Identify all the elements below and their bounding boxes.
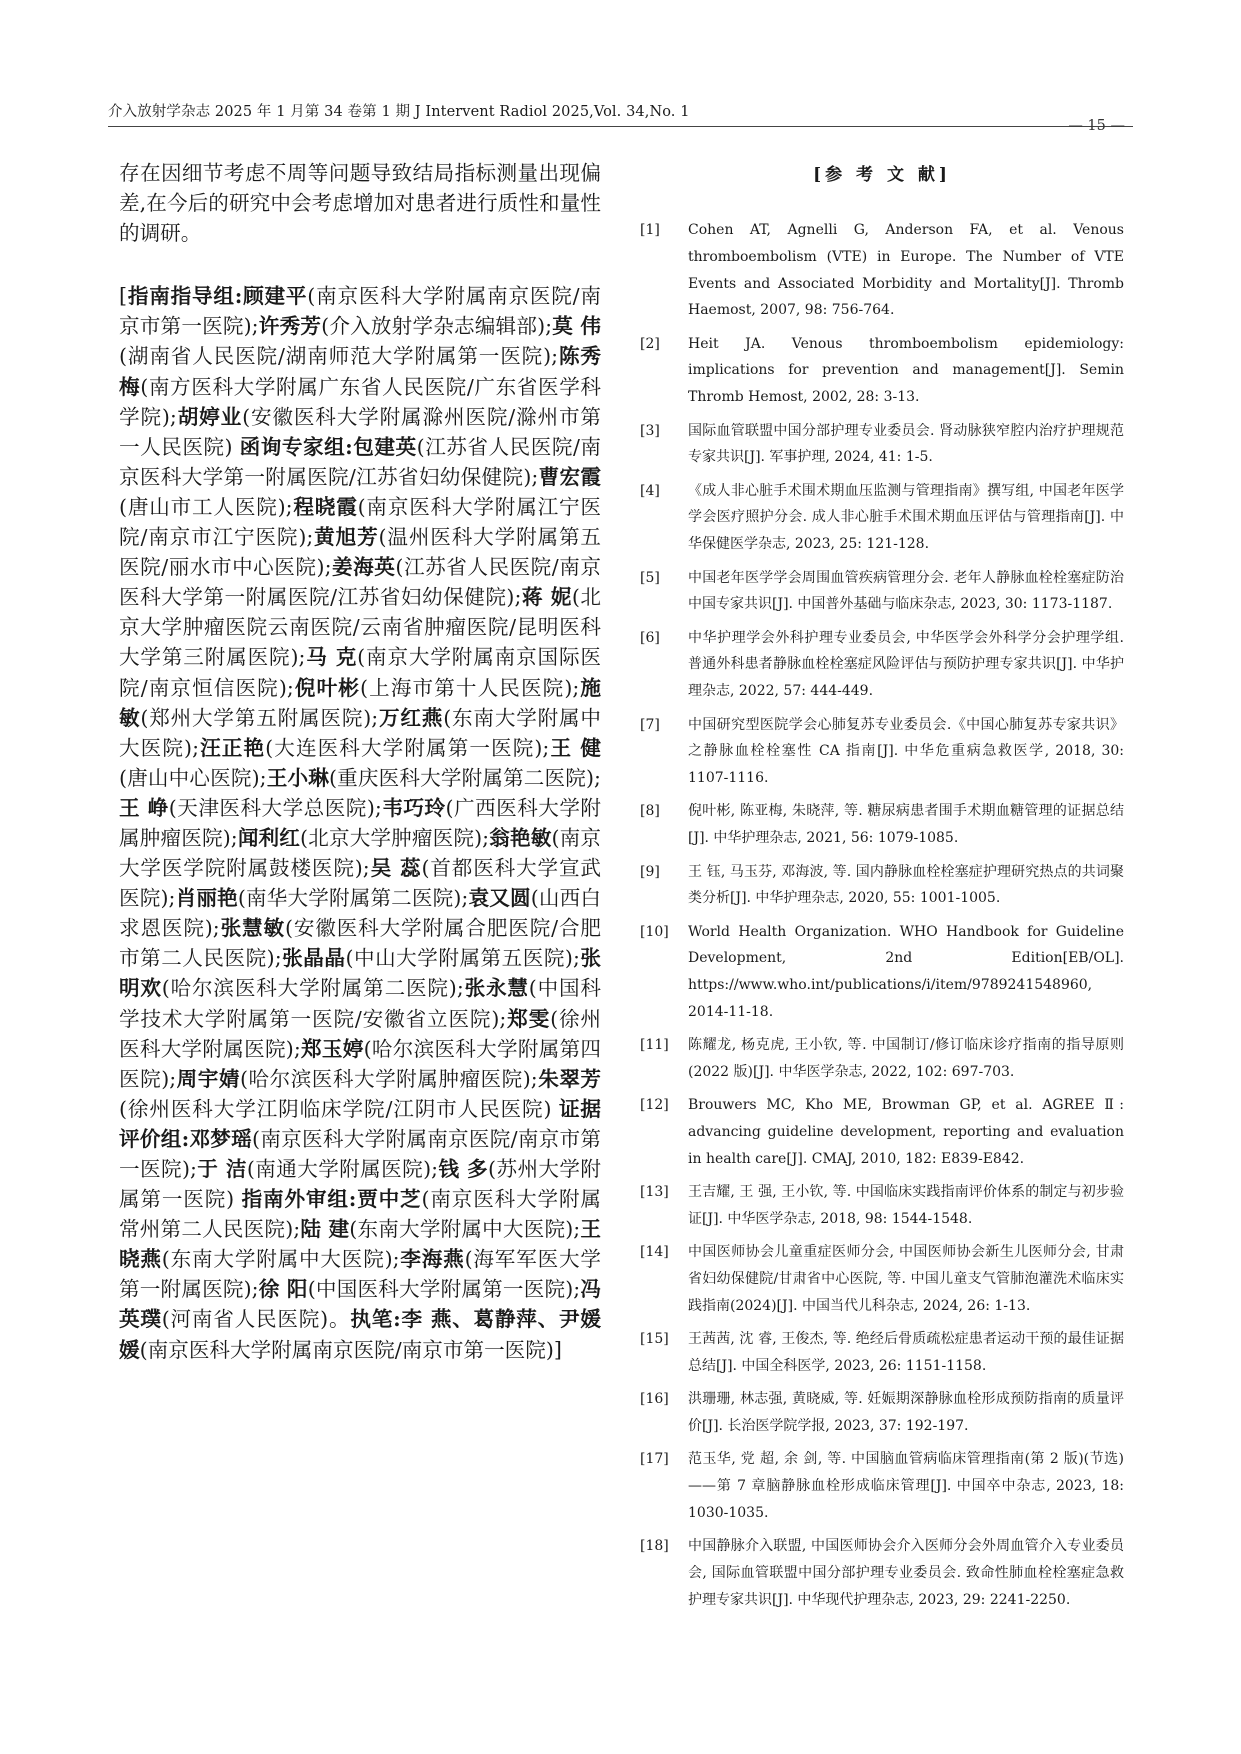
reference-number: [9] <box>640 863 660 880</box>
reference-item <box>640 1533 1124 1613</box>
contributor-name: 函询专家组: <box>239 434 353 459</box>
contributor-name: 张明欢 <box>119 946 602 1001</box>
affiliation-text: (苏州大学附属第一医院) <box>119 1157 601 1212</box>
contributor-name: 王 峥 <box>119 795 169 820</box>
reference-text: 中国老年医学学会周围血管疾病管理分会. 老年人静脉血栓栓塞症防治中国专家共识[J]. 中国普外基础与临床杂志, 2023, 30: 1173-1187. <box>688 569 1124 613</box>
affiliation-text: (上海市第十人民医院); <box>360 675 580 700</box>
affiliation-text: (南华大学附属第二医院); <box>237 886 469 911</box>
affiliation-text: (海军军医大学第一附属医院); <box>119 1247 601 1302</box>
reference-text: 倪叶彬, 陈亚梅, 朱晓萍, 等. 糖尿病患者围手术期血糖管理的证据总结[J]. 中华护理杂志, 2021, 56: 1079-1085. <box>688 803 1124 847</box>
affiliation-text: (哈尔滨医科大学附属第二医院); <box>161 976 464 1001</box>
contributor-name: 周宇婧 <box>176 1066 240 1091</box>
contributor-name: 贾中芝 <box>356 1187 422 1212</box>
reference-text: 王茜茜, 沈 睿, 王俊杰, 等. 绝经后骨质疏松症患者运动干预的最佳证据总结[J]. 中国全科医学, 2023, 26: 1151-1158. <box>688 1331 1124 1375</box>
affiliation-text: (温州医科大学附属第五医院/丽水市中心医院); <box>119 525 601 580</box>
affiliation-text: (南通大学附属医院); <box>246 1157 439 1181</box>
references-section <box>640 160 1124 1620</box>
contributor-name: 执笔: <box>350 1307 401 1332</box>
reference-text: World Health Organization. WHO Handbook for Guideline Development, 2nd Edition[EB/OL]. https://www.who.int/publications/i/item/9789241548960, 2014-11-18. <box>688 923 1124 1021</box>
contributor-name: 证据评价组: <box>119 1096 601 1151</box>
contributor-name: 张慧敏 <box>219 916 285 941</box>
journal-citation: 介入放射学杂志 2025 年 1 月第 34 卷第 1 期 J Intervent Radiol 2025,Vol. 34,No. 1 <box>108 104 690 120</box>
contributor-name: 翁艳敏 <box>489 825 552 850</box>
contributor-name: 指南指导组: <box>127 284 243 309</box>
reference-item <box>640 1179 1124 1233</box>
contributor-name: 钱 多 <box>438 1157 489 1181</box>
affiliation-text: (中山大学附属第五医院); <box>345 946 580 971</box>
reference-item <box>640 1326 1124 1380</box>
contributor-name: 李海燕 <box>399 1247 465 1272</box>
affiliation-text: (天津医科大学总医院); <box>168 795 382 820</box>
contributor-name: 李 燕、葛静萍、尹媛媛 <box>119 1307 602 1362</box>
contributor-name: 张晶晶 <box>281 946 346 971</box>
contributor-name: 张永慧 <box>463 976 529 1001</box>
affiliation-text: (徐州医科大学江阴临床学院/江阴市人民医院) <box>119 1096 559 1121</box>
reference-text: Brouwers MC, Kho ME, Browman GP, et al. AGREE Ⅱ: advancing guideline development, reporting and evaluation in health care[J]. CMAJ, 2010, 182: E839-E842. <box>688 1097 1124 1167</box>
reference-text: 王吉耀, 王 强, 王小钦, 等. 中国临床实践指南评价体系的制定与初步验证[J]. 中华医学杂志, 2018, 98: 1544-1548. <box>688 1184 1124 1228</box>
reference-item <box>640 1446 1124 1526</box>
reference-text: 中国医师协会儿童重症医师分会, 中国医师协会新生儿医师分会, 甘肃省妇幼保健院/甘肃省中心医院, 等. 中国儿童支气管肺泡灌洗术临床实践指南(2024)[J]. 中国当代儿科杂志, 2024, 26: 1-13. <box>688 1244 1124 1314</box>
reference-item <box>640 1386 1124 1440</box>
reference-item <box>640 859 1124 913</box>
reference-number: [13] <box>640 1184 669 1201</box>
reference-item <box>640 1239 1124 1319</box>
affiliation-text: (唐山市工人医院); <box>119 494 293 519</box>
contributor-name: 闻利红 <box>237 825 301 850</box>
affiliation-text: (南方医科大学附属广东省人民医院/广东省医学科学院); <box>119 374 601 429</box>
affiliation-text: [ <box>119 284 128 309</box>
contributor-name: 肖丽艳 <box>175 886 238 911</box>
reference-number: [8] <box>640 803 660 820</box>
contributor-name: 于 洁 <box>196 1157 247 1181</box>
contributors-paragraph <box>119 281 601 1364</box>
affiliation-text: (哈尔滨医科大学附属肿瘤医院); <box>239 1066 538 1091</box>
affiliation-text: (江苏省人民医院/南京医科大学第一附属医院/江苏省妇幼保健院); <box>119 555 601 610</box>
affiliation-text: (南京医科大学附属常州第二人民医院); <box>119 1187 601 1242</box>
affiliation-text: (安徽医科大学附属合肥医院/合肥市第二人民医院); <box>119 916 601 971</box>
reference-item <box>640 217 1124 324</box>
reference-number: [18] <box>640 1538 669 1555</box>
reference-number: [16] <box>640 1391 669 1408</box>
intro-paragraph: 存在因细节考虑不周等问题导致结局指标测量出现偏差,在今后的研究中会考虑增加对患者进行质性和量性的调研。 <box>119 161 601 246</box>
reference-number: [5] <box>640 569 660 586</box>
affiliation-text: (哈尔滨医科大学附属第四医院); <box>119 1036 601 1091</box>
contributor-name: 郑雯 <box>506 1006 551 1031</box>
affiliation-text: (北京大学肿瘤医院); <box>300 825 490 850</box>
reference-text: 洪珊珊, 林志强, 黄晓威, 等. 妊娠期深静脉血栓形成预防指南的质量评价[J]. 长治医学院学报, 2023, 37: 192-197. <box>688 1391 1124 1435</box>
affiliation-text: (湖南省人民医院/湖南师范大学附属第一医院); <box>119 344 559 369</box>
contributor-name: 朱翠芳 <box>537 1066 602 1091</box>
contributor-name: 徐 阳 <box>258 1277 308 1302</box>
contributor-name: 袁又圆 <box>468 886 531 911</box>
reference-number: [14] <box>640 1244 669 1261</box>
reference-number: [2] <box>640 335 660 352</box>
affiliation-text: (南京医科大学附属江宁医院/南京市江宁医院); <box>119 494 601 550</box>
reference-list <box>640 217 1124 1614</box>
contributor-name: 王小琳 <box>266 765 329 790</box>
reference-item <box>640 919 1124 1026</box>
contributor-name: 曹宏霞 <box>538 464 601 489</box>
contributor-name: 指南外审组: <box>241 1187 357 1212</box>
affiliation-text: (中国科学技术大学附属第一医院/安徽省立医院); <box>119 976 601 1031</box>
affiliation-text: (广西医科大学附属肿瘤医院); <box>119 795 602 850</box>
contributor-name: 吴 蕊 <box>369 856 422 881</box>
affiliation-text: (南京医科大学附属南京医院/南京市第一医院); <box>119 284 601 339</box>
reference-number: [4] <box>640 482 660 499</box>
contributor-name: 许秀芳 <box>258 314 322 339</box>
reference-text: 国际血管联盟中国分部护理专业委员会. 肾动脉狭窄腔内治疗护理规范专家共识[J]. 军事护理, 2024, 41: 1-5. <box>688 422 1124 466</box>
affiliation-text: (徐州医科大学附属医院); <box>119 1006 602 1061</box>
reference-text: 中国静脉介入联盟, 中国医师协会介入医师分会外周血管介入专业委员会, 国际血管联盟中国分部护理专业委员会. 致命性肺血栓栓塞症急救护理专家共识[J]. 中华现代护理杂志, 2023, 29: 2241-2250. <box>688 1538 1124 1608</box>
contributor-name: 王晓燕 <box>119 1217 602 1272</box>
contributor-name: 莫 伟 <box>552 314 601 339</box>
contributor-name: 陆 建 <box>300 1217 350 1242</box>
reference-text: Heit JA. Venous thromboembolism epidemiology: implications for prevention and management[J]. Semin Thromb Hemost, 2002, 28: 3-13. <box>688 335 1124 406</box>
running-header <box>108 104 1133 134</box>
affiliation-text: (南京医科大学附属南京医院/南京市第一医院)] <box>139 1337 562 1362</box>
affiliation-text: (南京医科大学附属南京医院/南京市第一医院); <box>119 1126 601 1181</box>
reference-item <box>640 331 1124 411</box>
reference-item <box>640 478 1124 558</box>
reference-item <box>640 1092 1124 1172</box>
affiliation-text: (大连医科大学附属第一医院); <box>265 735 550 760</box>
contributor-name: 蒋 妮 <box>521 585 572 610</box>
contributor-name: 包建英 <box>352 434 417 459</box>
reference-text: 陈耀龙, 杨克虎, 王小钦, 等. 中国制订/修订临床诊疗指南的指导原则(2022 版)[J]. 中华医学杂志, 2022, 102: 697-703. <box>688 1037 1124 1081</box>
contributor-name: 姜海英 <box>331 555 396 580</box>
contributor-name: 倪叶彬 <box>293 675 360 700</box>
affiliation-text: (安徽医科大学附属滁州医院/滁州市第一人民医院) <box>119 404 601 459</box>
contributor-name: 顾建平 <box>242 284 308 309</box>
reference-number: [11] <box>640 1037 669 1054</box>
affiliation-text: (南京大学医学院附属鼓楼医院); <box>119 825 602 881</box>
affiliation-text: (郑州大学第五附属医院); <box>140 705 379 730</box>
reference-number: [3] <box>640 422 660 439</box>
contributor-name: 程晓霞 <box>292 494 358 519</box>
affiliation-text: (东南大学附属中大医院); <box>349 1217 581 1242</box>
page-number: — 15 — <box>1068 118 1125 134</box>
contributor-name: 马 克 <box>305 645 358 670</box>
reference-item <box>640 798 1124 852</box>
affiliation-text: (南京大学附属南京国际医院/南京恒信医院); <box>119 645 601 700</box>
left-column <box>119 158 601 1365</box>
reference-text: 范玉华, 党 超, 余 剑, 等. 中国脑血管病临床管理指南(第 2 版)(节选)——第 7 章脑静脉血栓形成临床管理[J]. 中国卒中杂志, 2023, 18: 1030-1035. <box>688 1451 1124 1522</box>
contributor-name: 万红燕 <box>378 705 444 730</box>
affiliation-text: (北京大学肿瘤医院云南医院/云南省肿瘤医院/昆明医科大学第三附属医院); <box>119 585 601 670</box>
affiliation-text: (山西白求恩医院); <box>119 886 602 941</box>
reference-text: 中国研究型医院学会心肺复苏专业委员会.《中国心肺复苏专家共识》之静脉血栓栓塞性 CA 指南[J]. 中华危重病急救医学, 2018, 30: 1107-1116. <box>688 716 1124 787</box>
contributor-name: 王 健 <box>549 735 602 760</box>
affiliation-text: (江苏省人民医院/南京医科大学第一附属医院/江苏省妇幼保健院); <box>119 434 601 489</box>
contributor-name: 郑玉婷 <box>300 1036 364 1061</box>
affiliation-text: (首都医科大学宣武医院); <box>119 856 601 911</box>
affiliation-text: (唐山中心医院); <box>119 765 267 790</box>
reference-text: Cohen AT, Agnelli G, Anderson FA, et al. Venous thromboembolism (VTE) in Europe. The Number of VTE Events and Associated Morbidity and Mortality[J]. Thromb Haemost, 2007, 98: 756-764. <box>688 222 1124 319</box>
reference-number: [7] <box>640 716 660 733</box>
reference-number: [6] <box>640 629 660 646</box>
contributor-name: 冯英璞 <box>119 1277 601 1332</box>
affiliation-text: (东南大学附属中大医院); <box>161 1247 400 1272</box>
contributor-name: 邓梦瑶 <box>189 1126 253 1151</box>
contributor-name: 韦巧玲 <box>381 795 446 820</box>
reference-number: [15] <box>640 1331 669 1348</box>
reference-item <box>640 712 1124 792</box>
reference-item <box>640 418 1124 472</box>
contributor-name: 陈秀梅 <box>119 344 601 399</box>
references-heading: [参 考 文 献] <box>813 165 951 185</box>
reference-number: [12] <box>640 1097 669 1114</box>
reference-number: [17] <box>640 1451 669 1468</box>
contributor-name: 胡婷业 <box>176 404 243 429</box>
reference-text: 王 钰, 马玉芬, 邓海波, 等. 国内静脉血栓栓塞症护理研究热点的共词聚类分析[J]. 中华护理杂志, 2020, 55: 1001-1005. <box>688 863 1124 907</box>
affiliation-text: (河南省人民医院)。 <box>161 1307 351 1332</box>
reference-item <box>640 565 1124 619</box>
affiliation-text: (介入放射学杂志编辑部); <box>321 314 553 339</box>
affiliation-text: (东南大学附属中大医院); <box>119 705 601 760</box>
reference-text: 《成人非心脏手术围术期血压监测与管理指南》撰写组, 中国老年医学学会医疗照护分会. 成人非心脏手术围术期血压评估与管理指南[J]. 中华保健医学杂志, 2023, 25: 121-128. <box>688 482 1124 553</box>
reference-item <box>640 625 1124 705</box>
affiliation-text: (重庆医科大学附属第二医院); <box>328 765 601 790</box>
reference-number: [10] <box>640 923 669 940</box>
contributor-name: 黄旭芳 <box>313 525 379 550</box>
reference-item <box>640 1032 1124 1086</box>
contributor-name: 汪正艳 <box>199 735 266 760</box>
reference-number: [1] <box>640 222 660 238</box>
reference-text: 中华护理学会外科护理专业委员会, 中华医学会外科学分会护理学组. 普通外科患者静脉血栓栓塞症风险评估与预防护理专家共识[J]. 中华护理杂志, 2022, 57: 444-449. <box>688 629 1124 700</box>
affiliation-text: (中国医科大学附属第一医院); <box>307 1277 581 1302</box>
contributor-name: 施 敏 <box>119 675 602 730</box>
